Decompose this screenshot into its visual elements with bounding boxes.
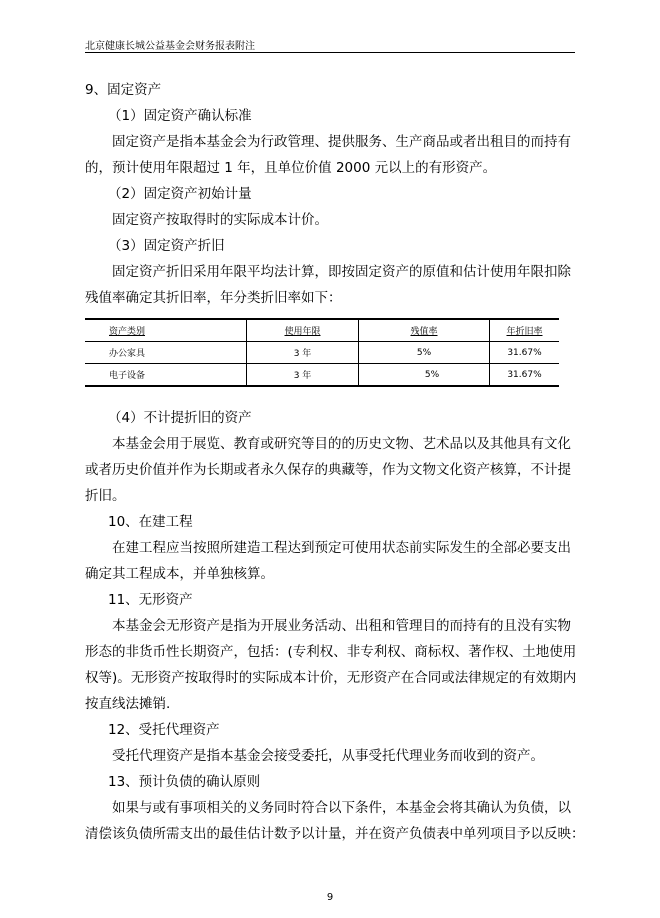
section-heading-entrusted: 12、受托代理资产	[108, 722, 220, 738]
paragraph-line: 固定资产按取得时的实际成本计价。	[112, 212, 328, 228]
table-header-cell: 使用年限	[247, 319, 359, 342]
subheading-depreciation: （3）固定资产折旧	[108, 238, 225, 254]
section-heading-fixed-assets: 9、固定资产	[85, 82, 162, 98]
paragraph-line: 折旧。	[85, 488, 126, 504]
table-cell: 31.67%	[490, 342, 560, 364]
table-cell: 3 年	[247, 364, 359, 387]
section-heading-construction: 10、在建工程	[108, 514, 193, 530]
paragraph-line: 按直线法摊销.	[85, 696, 171, 712]
paragraph-line: 本基金会无形资产是指为开展业务活动、出租和管理目的而持有的且没有实物	[112, 618, 571, 634]
subheading-initial-measurement: （2）固定资产初始计量	[108, 186, 252, 202]
header-divider	[85, 52, 575, 53]
table-header-cell: 资产类别	[85, 319, 247, 342]
paragraph-line: 固定资产是指本基金会为行政管理、提供服务、生产商品或者出租目的而持有	[112, 134, 571, 150]
subheading-non-depreciable: （4）不计提折旧的资产	[108, 410, 252, 426]
table-cell: 5%	[359, 342, 490, 364]
table-header-cell: 残值率	[359, 319, 490, 342]
paragraph-line: 如果与或有事项相关的义务同时符合以下条件，本基金会将其确认为负债，以	[112, 800, 571, 816]
table-header-row	[85, 319, 559, 342]
paragraph-line: 形态的非货币性长期资产，包括：(专利权、非专利权、商标权、著作权、土地使用	[85, 644, 577, 660]
table-cell: 31.67%	[490, 364, 560, 387]
paragraph-line: 确定其工程成本，并单独核算。	[85, 566, 274, 582]
paragraph-line: 在建工程应当按照所建造工程达到预定可使用状态前实际发生的全部必要支出	[112, 540, 571, 556]
depreciation-table	[85, 318, 559, 387]
paragraph-line: 固定资产折旧采用年限平均法计算，即按固定资产的原值和估计使用年限扣除	[112, 264, 571, 280]
paragraph-line: 的，预计使用年限超过 1 年，且单位价值 2000 元以上的有形资产。	[85, 160, 497, 176]
section-heading-provisions: 13、预计负债的确认原则	[108, 774, 261, 790]
table-row	[85, 342, 559, 364]
table-header-cell: 年折旧率	[490, 319, 560, 342]
table-cell: 电子设备	[85, 364, 247, 387]
table-row	[85, 364, 559, 387]
running-header: 北京健康长城公益基金会财务报表附注	[85, 41, 255, 52]
subheading-recognition: （1）固定资产确认标准	[108, 108, 252, 124]
table-cell: 3 年	[247, 342, 359, 364]
paragraph-line: 受托代理资产是指本基金会接受委托，从事受托代理业务而收到的资产。	[112, 748, 544, 764]
paragraph-line: 残值率确定其折旧率，年分类折旧率如下：	[85, 290, 342, 306]
paragraph-line: 清偿该负债所需支出的最佳估计数予以计量，并在资产负债表中单列项目予以反映：	[85, 826, 585, 842]
table-cell: 办公家具	[85, 342, 247, 364]
paragraph-line: 或者历史价值并作为长期或者永久保存的典藏等，作为文物文化资产核算，不计提	[85, 462, 571, 478]
table-cell: 5%	[359, 364, 490, 387]
page-number: 9	[326, 892, 334, 903]
paragraph-line: 权等)。无形资产按取得时的实际成本计价，无形资产在合同或法律规定的有效期内	[85, 670, 577, 686]
paragraph-line: 本基金会用于展览、教育或研究等目的的历史文物、艺术品以及其他具有文化	[112, 436, 571, 452]
section-heading-intangible: 11、无形资产	[108, 592, 193, 608]
